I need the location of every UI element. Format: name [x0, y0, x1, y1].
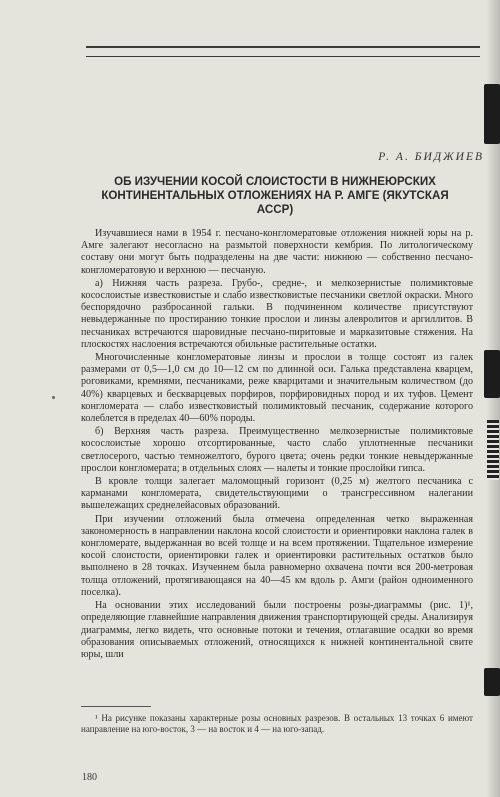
header-rule-top: [86, 46, 480, 48]
binding-mark: [484, 668, 500, 696]
paper-speck: [52, 396, 55, 399]
library-stamp: [487, 420, 499, 480]
paragraph: Изучавшиеся нами в 1954 г. песчано-конгломератовые отложения нижней юры на р. Амге залегают несогласно на размытой поверхности кембрия. По литологическому составу они могут быть подразделены на две части: нижнюю — собственно песчано-конгломератовую и верхнюю — песчаную.: [81, 228, 473, 276]
article-body: [81, 228, 473, 661]
binding-mark: [484, 84, 500, 144]
paragraph: Многочисленные конгломератовые линзы и прослои в толще состоят из галек размерами от 0,5—1,0 см до 10—12 см по длинной оси. Галька представлена кварцем, роговиками, кремнями, песчаниками, реже кварцитами и значительным количеством (до 40%) кварцевых и бескварцевых порфиров, порфировидных пород и их туфов. Цемент конгломерата — слабо известковистый полимиктовый песчаник, содержание которого колеблется в пределах 40—60% породы.: [81, 352, 473, 425]
binding-mark: [484, 350, 500, 398]
paragraph: На основании этих исследований были построены розы-диаграммы (рис. 1)¹, определяющие главнейшие направления движения транспортирующей среды. Анализируя диаграммы, легко видеть, что основные потоки и течения, отлагавшие осадки во время образования описываемых отложений, относящихся к нижней континентальной свите юры, шли: [81, 600, 473, 660]
paragraph: При изучении отложений была отмечена определенная четко выраженная закономерность в направлении наклона косой слоистости и ориентировки наклона галек в конгломерате, выдержанная во всей толще и на всем протяжении. Тщательное измерение косой слоистости, ориентировки галек и ориентировки растительных остатков было выполнено в 28 точках. Изученнем была равномерно охвачена почти вся 200-метровая толща отложений, протягивающаяся на 40—45 км вдоль р. Амги (район одноименного поселка).: [81, 513, 473, 598]
author-name: Р. А. БИДЖИЕВ: [378, 151, 484, 163]
footnote-divider: [81, 706, 151, 707]
article-title: ОБ ИЗУЧЕНИИ КОСОЙ СЛОИСТОСТИ В НИЖНЕЮРСКИХ КОНТИНЕНТАЛЬНЫХ ОТЛОЖЕНИЯХ НА Р. АМГЕ (ЯКУТСКАЯ АССР): [101, 175, 449, 216]
page-number: 180: [82, 772, 97, 783]
paragraph: б) Верхняя часть разреза. Преимущественно мелкозернистые полимиктовые косослоистые хорошо отсортированные, часто слабо уплотненные песчаники светлосерого, частью темножелтого, бурого цвета; очень редки тонкие невыдержанные прослои конгломерата; в отдельных слоях — налеты и тонкие прослойки гипса.: [81, 426, 473, 474]
paragraph: В кровле толщи залегает маломощный горизонт (0,25 м) желтого песчаника с карманами конгломерата, свидетельствующими о трансгрессивном налегании вышележащих среднелейасовых образований.: [81, 476, 473, 512]
footnote: [81, 713, 473, 735]
paragraph: а) Нижняя часть разреза. Грубо-, средне-, и мелкозернистые полимиктовые косослоистые известковистые и слабо известковистые песчаники светлой окраски. Много беспорядочно разбросанной гальки. В подчиненном количестве присутствуют невыдержанные по простиранию тонкие прослои и линзы алевролитов и аргиллитов. В песчаниках встречаются шаровидные песчано-пиритовые и марказитовые стяжения. На плоскостях наслоения встречаются обильные растительные остатки.: [81, 277, 473, 350]
header-rule-bottom: [86, 56, 480, 57]
footnote-text: ¹ На рисунке показаны характерные розы основных разрезов. В остальных 13 точках 6 имеют направление на юго-восток, 3 — на восток и 4 — на юго-запад.: [81, 713, 473, 734]
